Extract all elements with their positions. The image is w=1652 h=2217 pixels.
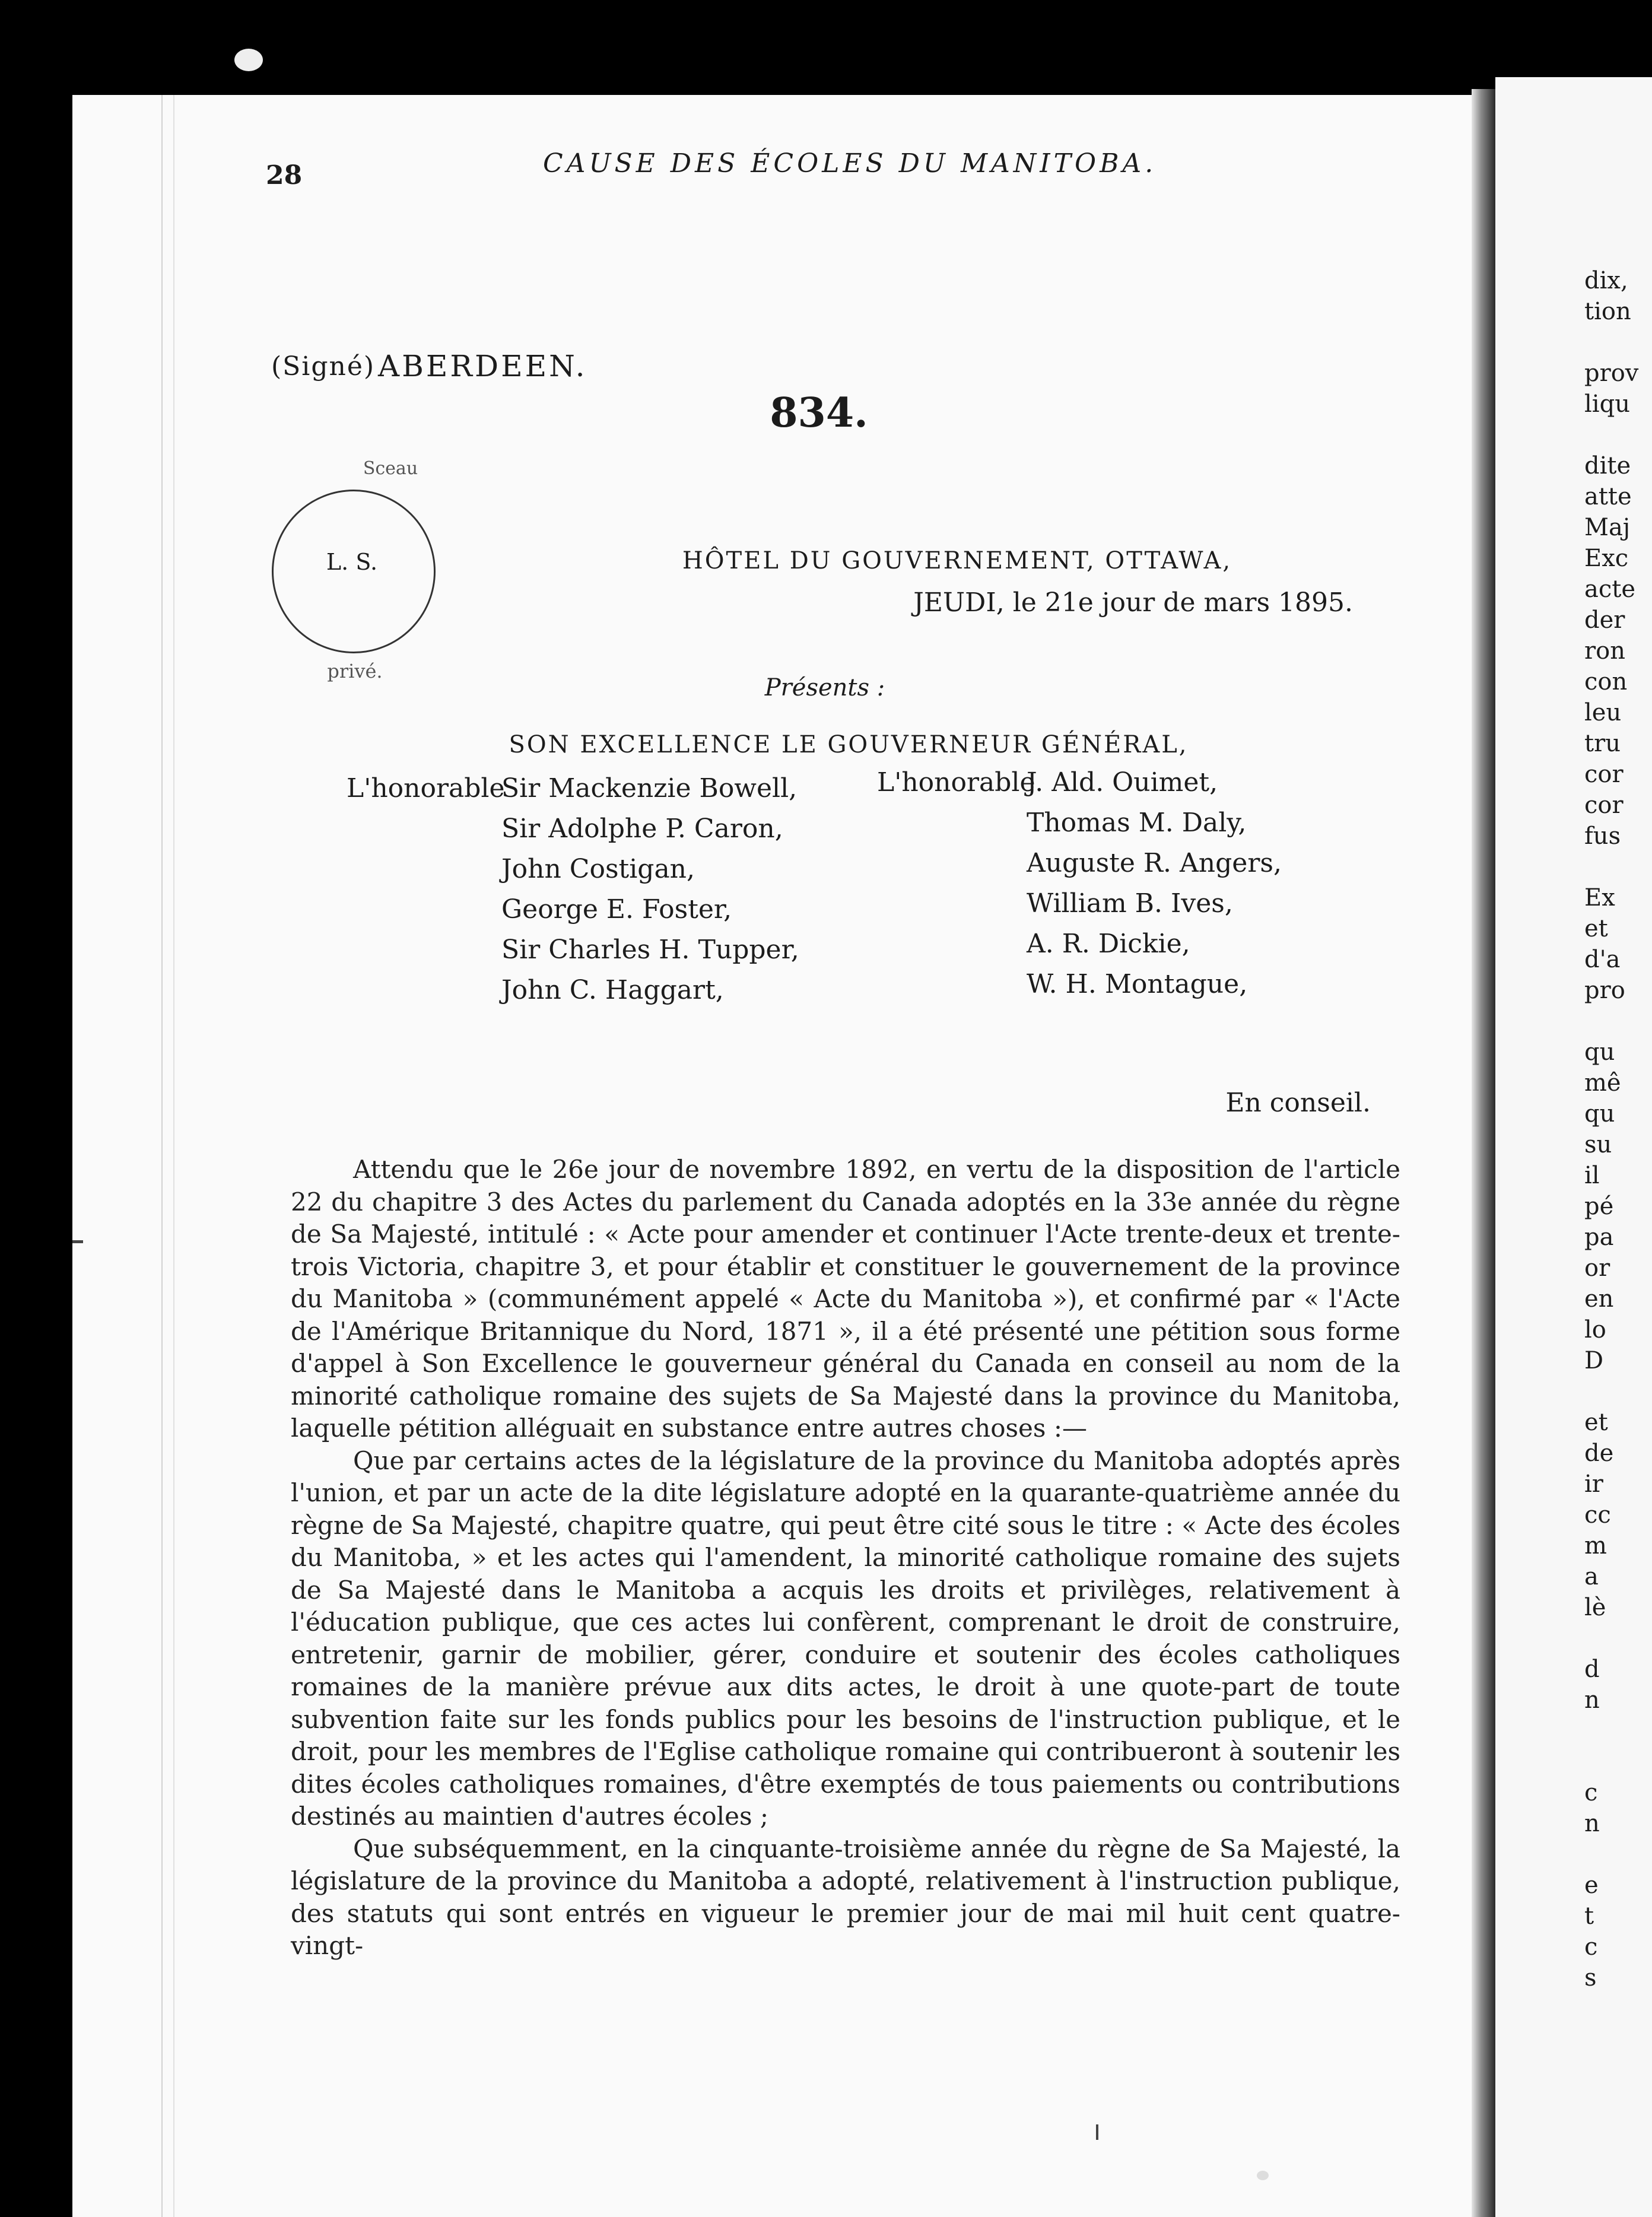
page-edge-line <box>161 95 163 2217</box>
facing-page-fragment: n <box>1584 1810 1600 1837</box>
facing-page-fragment: Maj <box>1584 514 1631 541</box>
facing-page-fragment: dix, <box>1584 267 1628 294</box>
minister-name: Thomas M. Daly, <box>1027 808 1247 838</box>
facing-page-fragment: or <box>1584 1254 1610 1282</box>
facing-page-fragment: D <box>1584 1347 1604 1374</box>
body-paragraph: Que par certains actes de la législature de la province du Manitoba adoptés après l'union, et par un acte de la dite législature adopté en la quarante-quatrième année du règne de Sa Majesté, chapitre quatre, qui peut être cité sous le titre : « Acte des écoles du Manitoba, » et les actes qui l'amendent, la minorité catholique romaine des sujets de Sa Majesté dans le Manitoba a acquis les droits et privilèges, relativement à l'éducation publique, que ces actes lui confèrent, comprenant le droit de construire, entretenir, garnir de mobilier, gérer, conduire et soutenir des écoles catholiques romaines de la manière prévue aux dits actes, le droit à une quote-part de toute subvention faite sur les fonds publics pour les besoins de l'instruction publique, et le droit, pour les membres de l'Eglise catholique romaine qui contribueront à soutenir les dites écoles catholiques romaines, d'être exemptés de tous paiements ou contributions destinés au maintien d'autres écoles ; <box>291 1446 1400 1831</box>
facing-page-fragment: ir <box>1584 1470 1603 1498</box>
facing-page-edge <box>1495 77 1652 2217</box>
facing-page-fragment: et <box>1584 1409 1608 1436</box>
signature-prefix: (Signé) <box>271 351 376 382</box>
minister-name: Auguste R. Angers, <box>1027 848 1282 878</box>
facing-page-fragment: cor <box>1584 792 1624 819</box>
governor-general: SON EXCELLENCE LE GOUVERNEUR GÉNÉRAL, <box>509 731 1189 758</box>
facing-page-fragment: en <box>1584 1285 1614 1313</box>
minister-name: Sir Adolphe P. Caron, <box>501 814 783 844</box>
facing-page-fragment: Ex <box>1584 884 1615 911</box>
body-paragraph: Que subséquemment, en la cinquante-troisième année du règne de Sa Majesté, la législature de la province du Manitoba a adopté, relativement à l'instruction publique, des statuts qui sont entrés en vigueur le premier jour de mai mil huit cent quatre-vingt- <box>291 1834 1400 1960</box>
facing-page-fragment: lè <box>1584 1594 1606 1621</box>
facing-page-fragment: leu <box>1584 699 1622 726</box>
facing-page-fragment: dite <box>1584 452 1631 479</box>
facing-page-fragment: acte <box>1584 576 1635 603</box>
minister-name: John Costigan, <box>501 854 695 884</box>
facing-page-fragment: d'a <box>1584 946 1621 973</box>
minister-name: W. H. Montague, <box>1027 969 1248 999</box>
minister-name: William B. Ives, <box>1027 888 1233 919</box>
page-edge-line <box>173 95 174 2217</box>
facing-page-fragment: pa <box>1584 1224 1614 1251</box>
document-page <box>72 95 1485 2217</box>
minister-name: Sir Mackenzie Bowell, <box>501 773 798 803</box>
book-gutter <box>1472 89 1495 2217</box>
facing-page-fragment: tion <box>1584 298 1631 325</box>
scan-artifact <box>234 49 263 71</box>
facing-page-fragment: su <box>1584 1131 1612 1158</box>
scan-artifact <box>1257 2171 1269 2180</box>
page-number: 28 <box>266 160 303 190</box>
minister-name: J. Ald. Ouimet, <box>1027 767 1218 798</box>
seal-center-label: L. S. <box>326 549 378 575</box>
facing-page-fragment: et <box>1584 915 1608 942</box>
in-council: En conseil. <box>1225 1088 1371 1118</box>
facing-page-fragment: fus <box>1584 822 1621 850</box>
facing-page-fragment: ron <box>1584 637 1625 665</box>
facing-page-fragment: a <box>1584 1563 1599 1590</box>
facing-page-fragment: cor <box>1584 761 1624 788</box>
margin-mark <box>72 1240 83 1243</box>
facing-page-fragment: de <box>1584 1440 1614 1467</box>
facing-page-fragment: qu <box>1584 1038 1615 1066</box>
facing-page-fragment: con <box>1584 668 1628 695</box>
facing-page-fragment: c <box>1584 1933 1598 1961</box>
facing-page-fragment: e <box>1584 1872 1599 1899</box>
minister-name: A. R. Dickie, <box>1027 929 1190 959</box>
facing-page-fragment: lo <box>1584 1316 1606 1343</box>
facing-page-fragment: der <box>1584 606 1625 634</box>
minister-name: George E. Foster, <box>501 894 732 925</box>
facing-page-fragment: il <box>1584 1162 1600 1189</box>
dateline-place: HÔTEL DU GOUVERNEMENT, OTTAWA, <box>682 547 1232 574</box>
presents-heading: Présents : <box>764 674 885 701</box>
facing-page-fragment: liqu <box>1584 390 1630 418</box>
facing-page-fragment: t <box>1584 1902 1594 1930</box>
margin-mark <box>1096 2124 1098 2140</box>
honorable-prefix-left: L'honorable <box>347 773 505 803</box>
body-text <box>291 1154 1400 1962</box>
facing-page-fragment: c <box>1584 1779 1598 1806</box>
facing-page-fragment: qu <box>1584 1100 1615 1127</box>
facing-page-fragment: pé <box>1584 1193 1614 1220</box>
facing-page-fragment: Exc <box>1584 545 1629 572</box>
seal-bottom-label: privé. <box>327 660 383 682</box>
dateline-date: JEUDI, le 21e jour de mars 1895. <box>913 587 1353 618</box>
minister-name: John C. Haggart, <box>501 975 724 1005</box>
facing-page-fragment: d <box>1584 1656 1600 1683</box>
signature-name: ABERDEEN. <box>378 349 587 383</box>
facing-page-fragment: n <box>1584 1686 1600 1714</box>
honorable-prefix-right: L'honorable <box>877 767 1035 798</box>
facing-page-fragment: cc <box>1584 1501 1611 1529</box>
body-paragraph: Attendu que le 26e jour de novembre 1892, en vertu de la disposition de l'article 22 du chapitre 3 des Actes du parlement du Canada adoptés en la 33e année du règne de Sa Majesté, intitulé : « Acte pour amender et continuer l'Acte trente-deux et trente-trois Victoria, chapitre 3, et pour établir et constituer le gouvernement de la province du Manitoba » (communément appelé « Acte du Manitoba »), et confirmé par « l'Acte de l'Amérique Britannique du Nord, 1871 », il a été présenté une pétition sous forme d'appel à Son Excellence le gouverneur général du Canada en conseil au nom de la minorité catholique romaine des sujets de Sa Majesté dans la province du Manitoba, laquelle pétition alléguait en substance entre autres choses :— <box>291 1155 1400 1443</box>
facing-page-fragment: m <box>1584 1532 1607 1559</box>
seal-top-label: Sceau <box>363 458 418 479</box>
facing-page-fragment: pro <box>1584 977 1625 1004</box>
facing-page-fragment: tru <box>1584 730 1621 757</box>
document-number: 834. <box>770 389 868 437</box>
running-title: CAUSE DES ÉCOLES DU MANITOBA. <box>543 148 1157 179</box>
facing-page-fragment: atte <box>1584 483 1632 510</box>
facing-page-fragment: mê <box>1584 1069 1621 1097</box>
facing-page-fragment: s <box>1584 1964 1597 1992</box>
minister-name: Sir Charles H. Tupper, <box>501 935 799 965</box>
facing-page-fragment: prov <box>1584 360 1639 387</box>
